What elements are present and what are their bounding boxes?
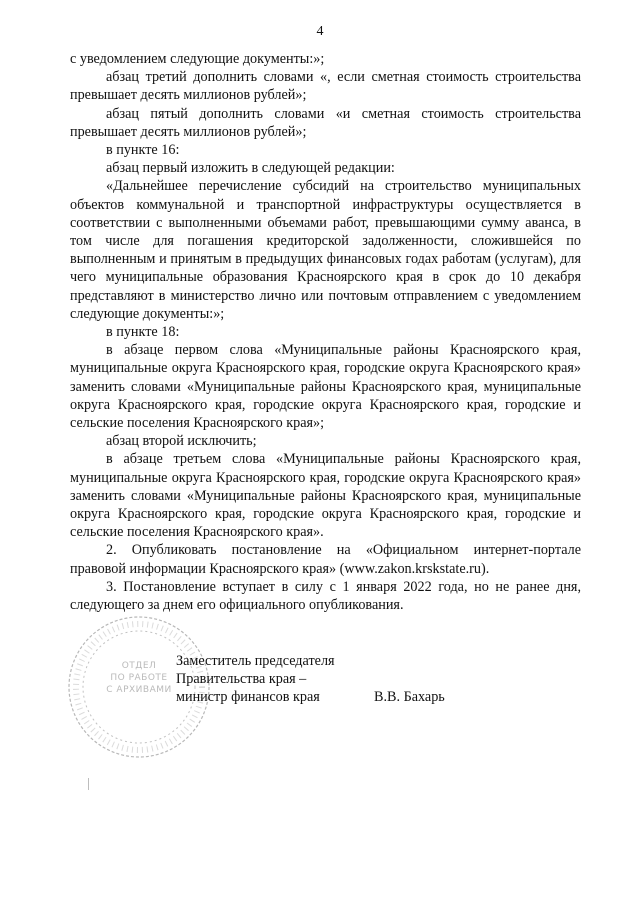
document-body [70,50,581,614]
stamp-line: ПО РАБОТЕ [110,673,168,683]
signer-name: В.В. Бахарь [374,689,445,705]
paragraph: 2. Опубликовать постановление на «Официальном интернет-портале правовой информации Красноярского края» (www.zakon.krskstate.ru). [70,542,581,577]
paragraph: в пункте 18: [106,324,180,341]
stamp-line: ОТДЕЛ [121,661,157,671]
scan-artifact [88,778,89,790]
paragraph: абзац пятый дополнить словами «и сметная стоимость строительства превышает десять миллионов рублей»; [70,105,581,140]
paragraph: «Дальнейшее перечисление субсидий на строительство муниципальных объектов коммунальной и транспортной инфраструктуры осуществляется в соответствии с выполненными объемами работ, превышающими сумму аванса, в том числе для погашения кредиторской задолженности, сложившейся по выполненным и принятым в предыдущих финансовых годах работам (услугам), для чего муниципальные образования Красноярского края в срок до 10 декабря представляют в министерство лично или почтовым отправлением с уведомлением следующие документы:»; [70,178,581,322]
paragraph: с уведомлением следующие документы:»; [70,51,325,67]
paragraph: в абзаце третьем слова «Муниципальные районы Красноярского края, муниципальные округа Красноярского края, городские округа Красноярского края» заменить словами «Муниципальные районы Красноярского края, муниципальные округа Красноярского края, городские округа Красноярского края, городские и сельские поселения Красноярского края». [70,451,581,541]
paragraph: 3. Постановление вступает в силу с 1 января 2022 года, но не ранее дня, следующего за днем его официального опубликования. [70,578,581,614]
signer-position-line: Заместитель председателя [176,653,335,669]
paragraph: абзац второй исключить; [106,433,257,450]
paragraph: абзац первый изложить в следующей редакции: [106,160,395,177]
paragraph: абзац третий дополнить словами «, если сметная стоимость строительства превышает десять миллионов рублей»; [70,69,581,104]
stamp-line: С АРХИВАМИ [106,685,172,695]
stamp-text [97,660,181,696]
signer-position-line: министр финансов края [176,689,320,705]
paragraph: в пункте 16: [106,142,180,159]
paragraph: в абзаце первом слова «Муниципальные районы Красноярского края, муниципальные округа Красноярского края, городские округа Красноярского края» заменить словами «Муниципальные районы Красноярского края, муниципальные округа Красноярского края, городские округа Красноярского края, городские и сельские поселения Красноярского края»; [70,342,581,432]
page-number: 4 [316,24,324,39]
signature-block [176,652,506,706]
signer-position-line: Правительства края – [176,671,307,687]
